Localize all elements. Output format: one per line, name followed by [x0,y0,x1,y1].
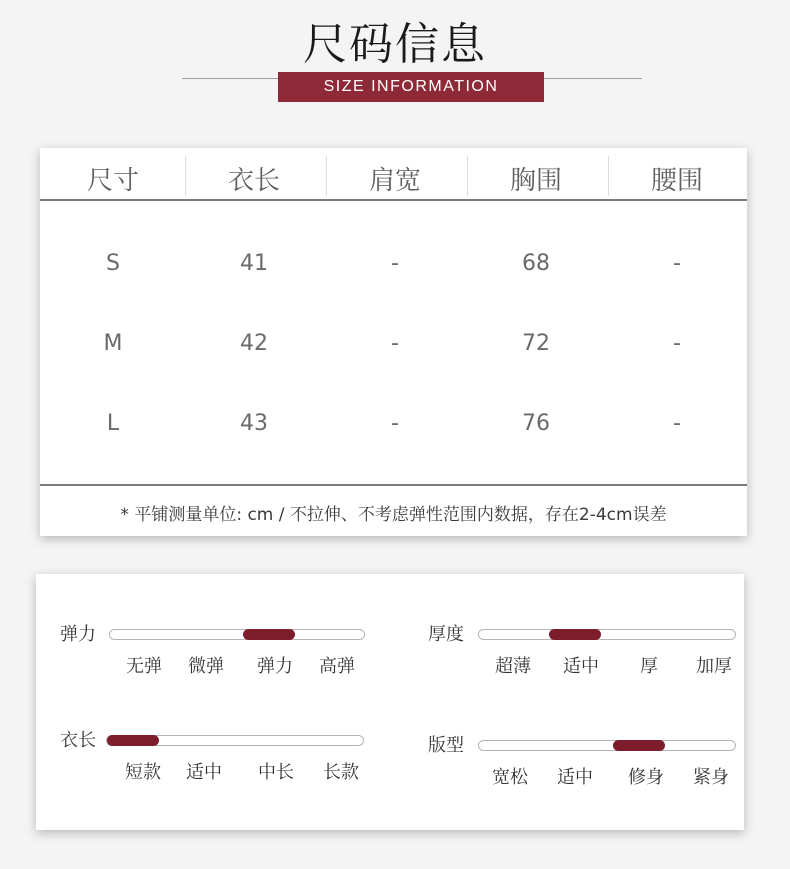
length-indicator [107,735,159,746]
cell-length: 43 [240,411,268,436]
cell-size: S [106,251,120,276]
column-header-shoulder: 肩宽 [368,166,421,196]
cell-size: L [106,411,120,436]
length-track [106,735,364,746]
option-label: 短款 [125,762,161,783]
column-header-size: 尺寸 [86,166,139,196]
column-header-chest: 胸围 [509,166,562,196]
column-divider [185,156,186,196]
option-label: 无弹 [126,656,162,677]
option-label: 修身 [628,767,664,788]
column-header-length: 衣长 [227,166,280,196]
fit-track [478,740,736,751]
elasticity-indicator [243,629,295,640]
option-label: 宽松 [492,767,528,788]
cell-shoulder: - [391,251,399,276]
cell-size: M [103,331,123,356]
option-label: 厚 [640,656,658,677]
option-label: 紧身 [693,767,729,788]
fit-label: 版型 [428,735,464,756]
column-header-waist: 腰围 [650,166,703,196]
cell-waist: - [673,411,681,436]
cell-waist: - [673,251,681,276]
column-divider [326,156,327,196]
header-rule [40,199,747,201]
option-label: 适中 [557,767,593,788]
column-divider [608,156,609,196]
table-header [40,148,747,200]
option-label: 适中 [186,762,222,783]
option-label: 中长 [258,762,294,783]
subtitle-banner: SIZE INFORMATION [278,72,544,102]
option-label: 微弹 [188,656,224,677]
option-label: 超薄 [495,656,531,677]
option-label: 适中 [563,656,599,677]
elasticity-track [109,629,365,640]
fit-indicator [613,740,665,751]
length-label: 衣长 [60,730,96,751]
thickness-label: 厚度 [428,624,464,645]
thickness-indicator [549,629,601,640]
cell-chest: 72 [522,331,550,356]
option-label: 长款 [323,762,359,783]
option-label: 高弹 [319,656,355,677]
option-label: 弹力 [257,656,293,677]
page-title: 尺码信息 [303,19,487,70]
cell-chest: 68 [522,251,550,276]
cell-shoulder: - [391,331,399,356]
footer-rule [40,484,747,486]
cell-length: 41 [240,251,268,276]
elasticity-label: 弹力 [60,624,96,645]
thickness-track [478,629,736,640]
column-divider [467,156,468,196]
size-table-card [40,148,747,536]
measurement-note: * 平铺测量单位: cm / 不拉伸、不考虑弹性范围内数据，存在2-4cm误差 [120,505,667,525]
cell-length: 42 [240,331,268,356]
features-card [36,574,744,830]
cell-chest: 76 [522,411,550,436]
option-label: 加厚 [696,656,732,677]
cell-waist: - [673,331,681,356]
cell-shoulder: - [391,411,399,436]
